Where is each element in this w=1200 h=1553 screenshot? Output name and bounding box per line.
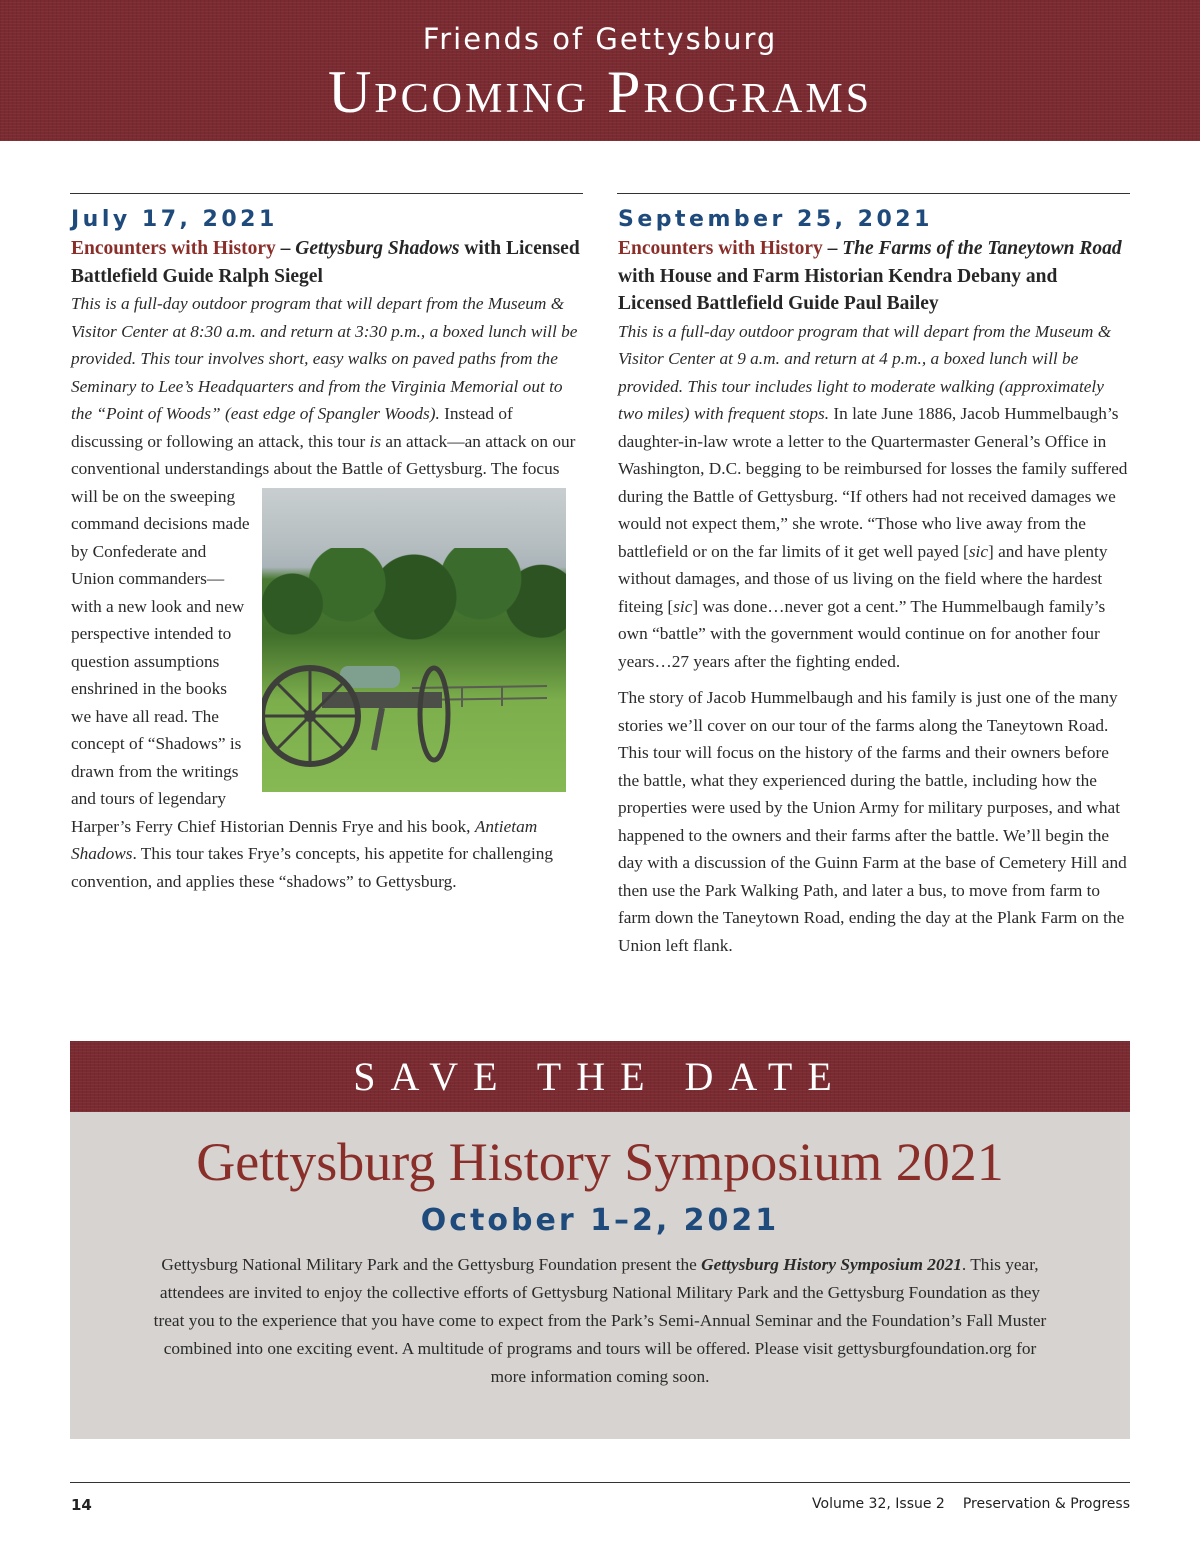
program-story: The story of Jacob Hummelbaugh and his family is just one of the many stories we’ll cover on our tour of the farms along the Taneytown Road. This tour will focus on the history of the farms and their owners before the battle, what they experienced during the battle, including how the properties were used by the Union Army for military purposes, and what happened to the owners and their farms after the battle. We’ll begin the day with a discussion of the Guinn Farm at the base of Cemetery Hill and then use the Park Walking Path, and later a bus, to move from farm to farm down the Taneytown Road, ending the day at the Plank Farm on the Union left flank. bbox=[618, 688, 1127, 955]
cannon-icon bbox=[262, 488, 566, 792]
program-logistics: This is a full-day outdoor program that will depart from the Museum & Visitor Center at 8:30 a.m. and return at 3:30 p.m., a boxed lunch will be provided. This tour involves short, easy walks on paved paths from the Seminary to Lee’s Headquarters and from the Virginia Memorial out to the “Point of Woods” (east edge of Spangler Woods). bbox=[71, 294, 578, 423]
left-column-rule bbox=[70, 193, 583, 194]
program-july-flow bbox=[71, 205, 583, 895]
publication-name: Preservation & Progress bbox=[962, 1496, 1130, 1512]
program-date: September 25, 2021 bbox=[618, 207, 933, 232]
program-series: Encounters with History bbox=[71, 238, 276, 259]
program-date: July 17, 2021 bbox=[71, 207, 278, 232]
symposium-announcement bbox=[70, 1112, 1130, 1439]
program-guide: with Licensed Battlefield Guide Ralph Siegel bbox=[71, 238, 580, 287]
page-title: Upcoming Programs bbox=[327, 59, 873, 125]
program-guide: with House and Farm Historian Kendra Debany and Licensed Battlefield Guide Paul Bailey bbox=[618, 265, 1058, 314]
symposium-description: Gettysburg National Military Park and the Gettysburg Foundation present the Gettysburg History Symposium 2021. This year, attendees are invited to enjoy the collective efforts of Gettysburg National Military Park and the Gettysburg Foundation as they treat you to the experience that you have come to expect from the Park’s Semi-Annual Seminar and the Foundation’s Fall Muster combined into one exciting event. A multitude of programs and tours will be offered. Please visit gettysburgfoundation.org for more information coming soon. bbox=[153, 1255, 1047, 1386]
program-description: This is a full-day outdoor program that will depart from the Museum & Visitor Center at 8:30 a.m. and return at 3:30 p.m., a boxed lunch will be provided. This tour involves short, easy walks on paved paths from the Seminary to Lee’s Headquarters and from the Virginia Memorial out to the “Point of Woods” (east edge of Spangler Woods). Instead of discussing or following an attack, this tour is an attack—an attack on our conventional understandings about the Battle of Gettysburg. The focus will be on the sweeping command decisions made by Confederate and Union commanders—with a new look and new perspective intended to question assumptions enshrined in the books we have all read. The concept of “Shadows” is drawn from the writings and tours of legendary Harper’s Ferry Chief Historian Dennis Frye and his book, Antietam Shadows. This tour takes Frye’s concepts, his appetite for challenging convention, and applies these “shadows” to Gettysburg. bbox=[71, 294, 578, 891]
program-heading: Encounters with History – Gettysburg Shadows with Licensed Battlefield Guide Ralph Siegel bbox=[71, 238, 580, 287]
symposium-title: Gettysburg History Symposium 2021 bbox=[196, 1132, 1004, 1192]
program-series: Encounters with History bbox=[618, 238, 823, 259]
program-title: The Farms of the Taneytown Road bbox=[842, 238, 1122, 259]
program-heading: Encounters with History – The Farms of the Taneytown Road with House and Farm Historian Kendra Debany and Licensed Battlefield Guide Paul Bailey bbox=[618, 238, 1122, 314]
cannon-photo bbox=[262, 488, 566, 792]
issue-number: Volume 32, Issue 2 bbox=[812, 1496, 945, 1512]
program-description: This is a full-day outdoor program that will depart from the Museum & Visitor Center at 9 a.m. and return at 4 p.m., a boxed lunch will be provided. This tour includes light to moderate walking (approximately two miles) with frequent stops. In late June 1886, Jacob Hummelbaugh’s daughter-in-law wrote a letter to the Quartermaster General’s Office in Washington, D.C. begging to be reimbursed for losses the family suffered during the Battle of Gettysburg. “If others had not received damages we would not expect them,” she wrote. “Those who live away from the battlefield or on the far limits of it get well payed [sic] and have plenty without damages, and those of us living on the field where the hardest fiteing [sic] was done…never got a cent.” The Hummelbaugh family’s own “battle” with the government would continue on for another four years…27 years after the fighting ended. bbox=[618, 321, 1128, 671]
program-september bbox=[618, 205, 1130, 959]
program-logistics: This is a full-day outdoor program that will depart from the Museum & Visitor Center at 9 a.m. and return at 4 p.m., a boxed lunch will be provided. This tour includes light to moderate walking (approximately two miles) with frequent stops. bbox=[618, 321, 1112, 423]
newsletter-section-label: Friends of Gettysburg bbox=[422, 22, 778, 56]
symposium-date: October 1–2, 2021 bbox=[420, 1203, 780, 1238]
footer-rule bbox=[70, 1482, 1130, 1483]
book-title: Antietam Shadows bbox=[71, 816, 538, 863]
page-number: 14 bbox=[71, 1496, 92, 1514]
program-title: Gettysburg Shadows bbox=[295, 238, 460, 259]
right-column-rule bbox=[617, 193, 1130, 194]
issue-info bbox=[812, 1496, 1130, 1512]
save-the-date-banner: SAVE THE DATE bbox=[70, 1041, 1130, 1112]
header-banner bbox=[0, 0, 1200, 141]
